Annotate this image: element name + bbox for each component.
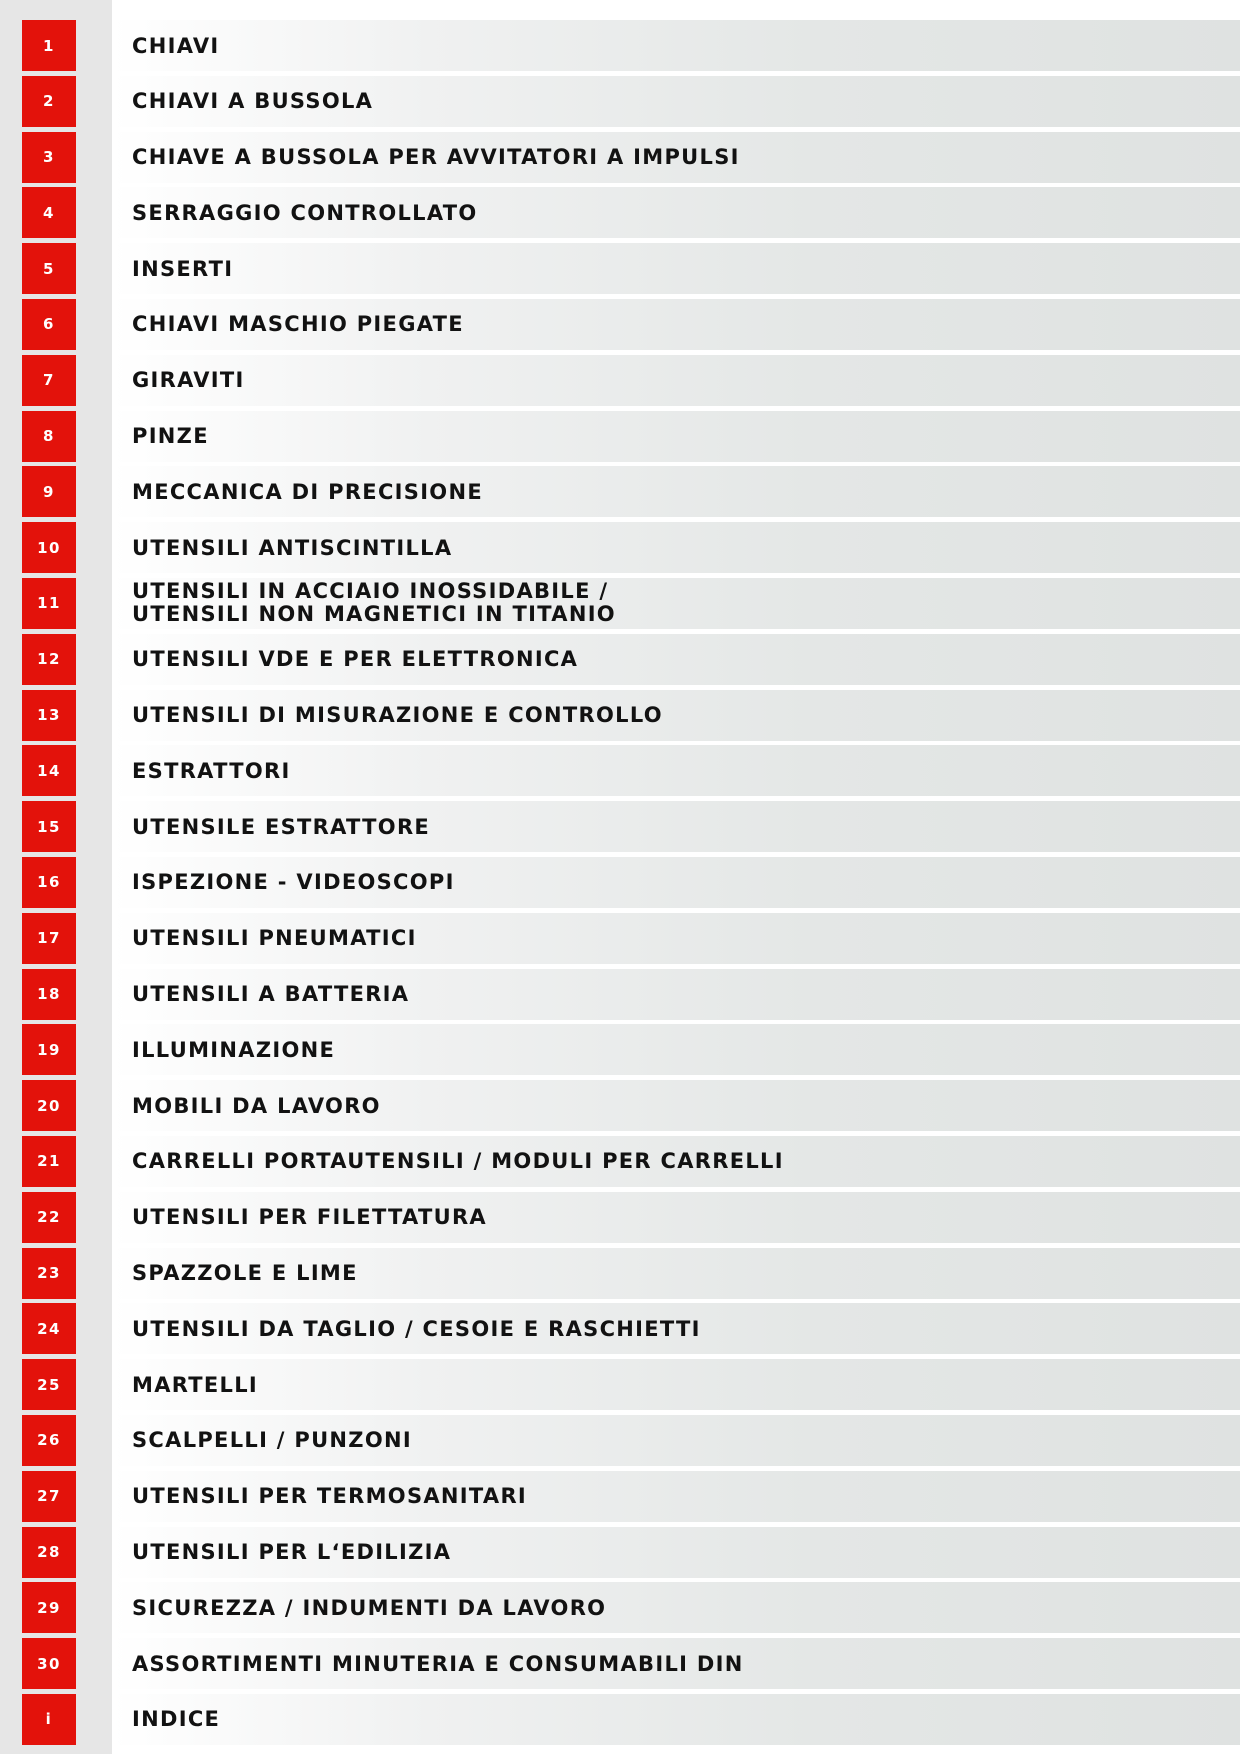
section-title: ESTRATTORI bbox=[132, 758, 291, 783]
section-title-bar[interactable] bbox=[112, 522, 1240, 573]
section-title-bar[interactable] bbox=[112, 355, 1240, 406]
section-number-tab[interactable]: 8 bbox=[22, 411, 76, 462]
section-title: ISPEZIONE - VIDEOSCOPI bbox=[132, 870, 455, 895]
section-number-tab[interactable]: 23 bbox=[22, 1248, 76, 1299]
section-title-bar[interactable] bbox=[112, 411, 1240, 462]
toc-row[interactable] bbox=[0, 132, 1240, 183]
section-number-tab[interactable]: 12 bbox=[22, 634, 76, 685]
toc-row[interactable] bbox=[0, 969, 1240, 1020]
toc-row[interactable] bbox=[0, 1248, 1240, 1299]
section-number-tab[interactable]: 15 bbox=[22, 801, 76, 852]
section-title-bar[interactable] bbox=[112, 1024, 1240, 1075]
toc-row[interactable] bbox=[0, 1359, 1240, 1410]
toc-row[interactable] bbox=[0, 745, 1240, 796]
toc-row[interactable] bbox=[0, 1192, 1240, 1243]
section-number-tab[interactable]: 6 bbox=[22, 299, 76, 350]
section-number-tab[interactable]: 20 bbox=[22, 1080, 76, 1131]
section-number-tab[interactable]: 11 bbox=[22, 578, 76, 629]
toc-row[interactable] bbox=[0, 243, 1240, 294]
section-title: ILLUMINAZIONE bbox=[132, 1037, 336, 1062]
section-title: UTENSILI VDE E PER ELETTRONICA bbox=[132, 647, 579, 672]
section-number-tab[interactable]: 30 bbox=[22, 1638, 76, 1689]
section-title: SERRAGGIO CONTROLLATO bbox=[132, 200, 478, 225]
section-title-bar[interactable] bbox=[112, 1359, 1240, 1410]
toc-row[interactable] bbox=[0, 1638, 1240, 1689]
section-title: UTENSILI PER FILETTATURA bbox=[132, 1205, 487, 1230]
section-number-tab[interactable]: 19 bbox=[22, 1024, 76, 1075]
section-title: CHIAVI A BUSSOLA bbox=[132, 89, 374, 114]
section-title: UTENSILI PNEUMATICI bbox=[132, 926, 417, 951]
section-title-bar[interactable] bbox=[112, 1582, 1240, 1633]
section-number-tab[interactable]: 17 bbox=[22, 913, 76, 964]
section-number-tab[interactable]: 16 bbox=[22, 857, 76, 908]
toc-row[interactable] bbox=[0, 76, 1240, 127]
toc-row[interactable] bbox=[0, 1080, 1240, 1131]
section-title: INSERTI bbox=[132, 256, 234, 281]
section-title: INDICE bbox=[132, 1707, 221, 1732]
section-title-bar[interactable] bbox=[112, 1415, 1240, 1466]
section-number-tab[interactable]: 5 bbox=[22, 243, 76, 294]
section-title: CHIAVI bbox=[132, 33, 220, 58]
section-number-tab[interactable]: 22 bbox=[22, 1192, 76, 1243]
section-title: UTENSILI NON MAGNETICI IN TITANIO bbox=[132, 602, 616, 627]
section-number-tab[interactable]: 4 bbox=[22, 187, 76, 238]
section-title-bar[interactable] bbox=[112, 466, 1240, 517]
section-title: MARTELLI bbox=[132, 1372, 259, 1397]
section-title-bar[interactable] bbox=[112, 1303, 1240, 1354]
section-number-tab[interactable]: 29 bbox=[22, 1582, 76, 1633]
section-title: UTENSILI PER TERMOSANITARI bbox=[132, 1484, 528, 1509]
section-title-bar[interactable] bbox=[112, 801, 1240, 852]
toc-row[interactable] bbox=[0, 1024, 1240, 1075]
section-title: SCALPELLI / PUNZONI bbox=[132, 1428, 412, 1453]
toc-row[interactable] bbox=[0, 1303, 1240, 1354]
section-title: UTENSILI A BATTERIA bbox=[132, 982, 410, 1007]
section-title-bar[interactable] bbox=[112, 1638, 1240, 1689]
section-number-tab[interactable]: 1 bbox=[22, 20, 76, 71]
section-title: MECCANICA DI PRECISIONE bbox=[132, 479, 483, 504]
section-number-tab[interactable]: 14 bbox=[22, 745, 76, 796]
toc-row[interactable] bbox=[0, 913, 1240, 964]
section-title: UTENSILI PER L‘EDILIZIA bbox=[132, 1540, 452, 1565]
section-title-bar[interactable] bbox=[112, 969, 1240, 1020]
section-number-tab[interactable]: 24 bbox=[22, 1303, 76, 1354]
section-title-bar[interactable] bbox=[112, 1527, 1240, 1578]
toc-row[interactable] bbox=[0, 355, 1240, 406]
section-title: UTENSILI ANTISCINTILLA bbox=[132, 535, 453, 560]
table-of-contents bbox=[0, 20, 1240, 1750]
toc-row[interactable] bbox=[0, 1415, 1240, 1466]
section-number-tab[interactable]: 3 bbox=[22, 132, 76, 183]
toc-row[interactable] bbox=[0, 634, 1240, 685]
section-number-tab[interactable]: 26 bbox=[22, 1415, 76, 1466]
section-title-bar[interactable] bbox=[112, 745, 1240, 796]
section-title-bar[interactable] bbox=[112, 634, 1240, 685]
toc-row[interactable] bbox=[0, 1694, 1240, 1745]
section-title-bar[interactable] bbox=[112, 1080, 1240, 1131]
section-title: UTENSILI DI MISURAZIONE E CONTROLLO bbox=[132, 703, 663, 728]
toc-row[interactable] bbox=[0, 411, 1240, 462]
section-title-bar[interactable] bbox=[112, 578, 1240, 629]
toc-row[interactable] bbox=[0, 20, 1240, 71]
section-number-tab[interactable]: 25 bbox=[22, 1359, 76, 1410]
section-title-bar[interactable] bbox=[112, 1136, 1240, 1187]
section-title-bar[interactable] bbox=[112, 857, 1240, 908]
toc-row[interactable] bbox=[0, 1136, 1240, 1187]
section-title: CHIAVI MASCHIO PIEGATE bbox=[132, 312, 464, 337]
toc-row[interactable] bbox=[0, 466, 1240, 517]
section-title-bar[interactable] bbox=[112, 913, 1240, 964]
section-title-bar[interactable] bbox=[112, 132, 1240, 183]
section-title: MOBILI DA LAVORO bbox=[132, 1093, 381, 1118]
toc-row[interactable] bbox=[0, 801, 1240, 852]
section-title-bar[interactable] bbox=[112, 20, 1240, 71]
section-title-bar[interactable] bbox=[112, 1694, 1240, 1745]
toc-row[interactable] bbox=[0, 187, 1240, 238]
section-title: ASSORTIMENTI MINUTERIA E CONSUMABILI DIN bbox=[132, 1651, 744, 1676]
section-title-bar[interactable] bbox=[112, 243, 1240, 294]
section-number-tab[interactable]: 21 bbox=[22, 1136, 76, 1187]
section-title: GIRAVITI bbox=[132, 368, 245, 393]
section-title-bar[interactable] bbox=[112, 690, 1240, 741]
section-title-bar[interactable] bbox=[112, 1471, 1240, 1522]
toc-row[interactable] bbox=[0, 1471, 1240, 1522]
section-number-tab[interactable]: 2 bbox=[22, 76, 76, 127]
section-title: UTENSILI IN ACCIAIO INOSSIDABILE / bbox=[132, 579, 609, 604]
section-title: UTENSILE ESTRATTORE bbox=[132, 814, 431, 839]
toc-row[interactable] bbox=[0, 857, 1240, 908]
toc-row[interactable] bbox=[0, 690, 1240, 741]
section-title: SICUREZZA / INDUMENTI DA LAVORO bbox=[132, 1595, 607, 1620]
section-number-tab[interactable]: 28 bbox=[22, 1527, 76, 1578]
section-title: SPAZZOLE E LIME bbox=[132, 1261, 358, 1286]
section-number-tab[interactable]: 27 bbox=[22, 1471, 76, 1522]
section-title: CHIAVE A BUSSOLA PER AVVITATORI A IMPULSI bbox=[132, 145, 740, 170]
section-title-bar[interactable] bbox=[112, 1248, 1240, 1299]
toc-row[interactable] bbox=[0, 578, 1240, 629]
section-title-bar[interactable] bbox=[112, 299, 1240, 350]
section-number-tab[interactable]: 10 bbox=[22, 522, 76, 573]
section-number-tab[interactable]: i bbox=[22, 1694, 76, 1745]
toc-row[interactable] bbox=[0, 299, 1240, 350]
section-number-tab[interactable]: 9 bbox=[22, 466, 76, 517]
section-title-bar[interactable] bbox=[112, 76, 1240, 127]
toc-row[interactable] bbox=[0, 1582, 1240, 1633]
section-title: PINZE bbox=[132, 424, 209, 449]
section-number-tab[interactable]: 18 bbox=[22, 969, 76, 1020]
toc-row[interactable] bbox=[0, 1527, 1240, 1578]
section-title: UTENSILI DA TAGLIO / CESOIE E RASCHIETTI bbox=[132, 1316, 701, 1341]
section-number-tab[interactable]: 13 bbox=[22, 690, 76, 741]
section-number-tab[interactable]: 7 bbox=[22, 355, 76, 406]
section-title-bar[interactable] bbox=[112, 187, 1240, 238]
section-title: CARRELLI PORTAUTENSILI / MODULI PER CARRELLI bbox=[132, 1149, 784, 1174]
section-title-bar[interactable] bbox=[112, 1192, 1240, 1243]
toc-row[interactable] bbox=[0, 522, 1240, 573]
